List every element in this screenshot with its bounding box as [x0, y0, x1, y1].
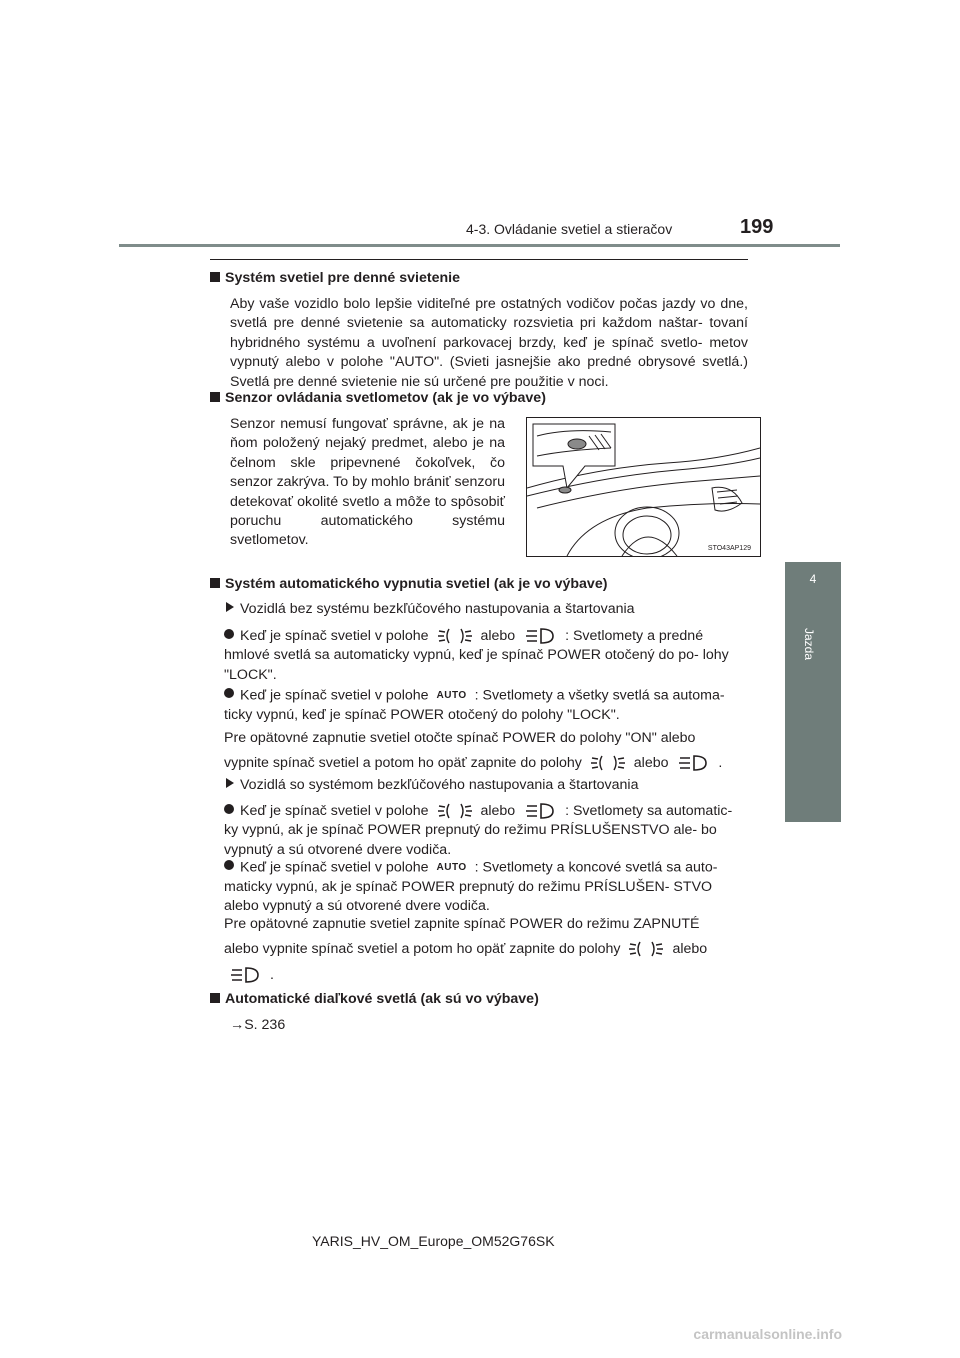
- sensor-body: Senzor nemusí fungovať správne, ak je na ňom položený nejaký predmet, alebo je na čelnom skle pripevnené čokoľvek, čo senzor zakrýva. To by mohlo brániť senzoru detekovať okolité svetlo a môže to spôsobiť poruchu automatického systému svetlometov.: [230, 416, 505, 549]
- high-beam-ref-link[interactable]: →S. 236: [230, 1017, 286, 1033]
- auto-icon: AUTO: [436, 690, 467, 701]
- tail-light-icon: [590, 753, 626, 773]
- section-title: 4-3. Ovládanie svetiel a stieračov: [466, 221, 673, 237]
- chapter-tab[interactable]: [785, 562, 841, 822]
- heading-high-beam: Automatické diaľkové svetlá (ak sú vo výbave): [210, 991, 539, 1007]
- p1-line2: vypnite spínač svetiel a potom ho opäť zapnite do polohy alebo .: [224, 753, 754, 773]
- figure-label: STO43AP129: [707, 545, 751, 552]
- bullet-4: Keď je spínač svetiel v polohe AUTO : Svetlomety a koncové svetlá sa auto- maticky vypnú, ak je spínač POWER prepnutý do režimu PRÍSLUŠEN- STVO alebo vypnutý a sú otvorené dvere vodiča.: [224, 859, 718, 915]
- sub-heading-keyless-yes: Vozidlá so systémom bezkľúčového nastupovania a štartovania: [226, 776, 638, 795]
- tail-light-icon: [437, 801, 473, 821]
- p2-line2: alebo vypnite spínač svetiel a potom ho opäť zapnite do polohy alebo: [224, 939, 754, 959]
- heading-drl: Systém svetiel pre denné svietenie: [210, 270, 460, 286]
- bullet-3: Keď je spínač svetiel v polohe alebo : Svetlomety sa automatic- ky vypnú, ak je spínač POWER prepnutý do režimu PRÍSLUŠENSTVO ale- bo vypnutý a sú otvorené dvere vodiča.: [224, 802, 733, 858]
- heading-auto-off: Systém automatického vypnutia svetiel (ak je vo výbave): [210, 576, 607, 592]
- square-bullet-icon: [210, 578, 220, 588]
- chapter-label-wrap: [800, 628, 840, 668]
- drl-body: Aby vaše vozidlo bolo lepšie viditeľné pre ostatných vodičov počas jazdy vo dne, svetlá pre denné svietenie sa automaticky rozsvietia pri každom naštar- tovaní hybridného systému a uvoľnení parkovacej brzdy, keď je spínač svetlo- metov vypnutý alebo v polohe "AUTO". (Svieti jasnejšie ako predné obrysové svetlá.) Svetlá pre denné svietenie nie sú určené pre použitie v noci.: [230, 296, 748, 390]
- square-bullet-icon: [210, 392, 220, 402]
- sub-heading-keyless-no: Vozidlá bez systému bezkľúčového nastupovania a štartovania: [226, 600, 635, 619]
- headlight-icon: [523, 801, 557, 821]
- header-rule: [119, 244, 840, 247]
- sensor-illustration: [526, 417, 761, 557]
- tail-light-icon: [437, 626, 473, 646]
- triangle-bullet-icon: [226, 602, 234, 612]
- headlight-icon: [523, 626, 557, 646]
- watermark: carmanualsonline.info: [693, 1326, 842, 1342]
- bullet-1: Keď je spínač svetiel v polohe alebo : Svetlomety a predné hmlové svetlá sa automaticky vypnú, keď je spínač POWER otočený do po- lohy "LOCK".: [224, 627, 729, 683]
- dashboard-sensor-icon: [527, 418, 760, 556]
- chapter-label: Jazda: [802, 628, 816, 661]
- circle-bullet-icon: [224, 688, 234, 698]
- square-bullet-icon: [210, 993, 220, 1003]
- headlight-icon: [676, 753, 710, 773]
- p2-line3: .: [224, 965, 274, 985]
- chapter-number: 4: [809, 572, 817, 586]
- circle-bullet-icon: [224, 804, 234, 814]
- content-rule: [210, 259, 748, 260]
- document-footer: YARIS_HV_OM_Europe_OM52G76SK: [312, 1233, 555, 1249]
- p1-line1: Pre opätovné zapnutie svetiel otočte spínač POWER do polohy "ON" alebo: [224, 730, 696, 746]
- triangle-bullet-icon: [226, 778, 234, 788]
- circle-bullet-icon: [224, 860, 234, 870]
- square-bullet-icon: [210, 272, 220, 282]
- p2-line1: Pre opätovné zapnutie svetiel zapnite spínač POWER do režimu ZAPNUTÉ: [224, 916, 700, 932]
- page-number: 199: [740, 216, 774, 238]
- auto-icon: AUTO: [436, 862, 467, 873]
- tail-light-icon: [628, 939, 664, 959]
- circle-bullet-icon: [224, 629, 234, 639]
- heading-sensor: Senzor ovládania svetlometov (ak je vo výbave): [210, 390, 546, 406]
- headlight-icon: [228, 965, 262, 985]
- bullet-2: Keď je spínač svetiel v polohe AUTO : Svetlomety a všetky svetlá sa automa- ticky vypnú, keď je spínač POWER otočený do polohy "LOCK".: [224, 687, 725, 723]
